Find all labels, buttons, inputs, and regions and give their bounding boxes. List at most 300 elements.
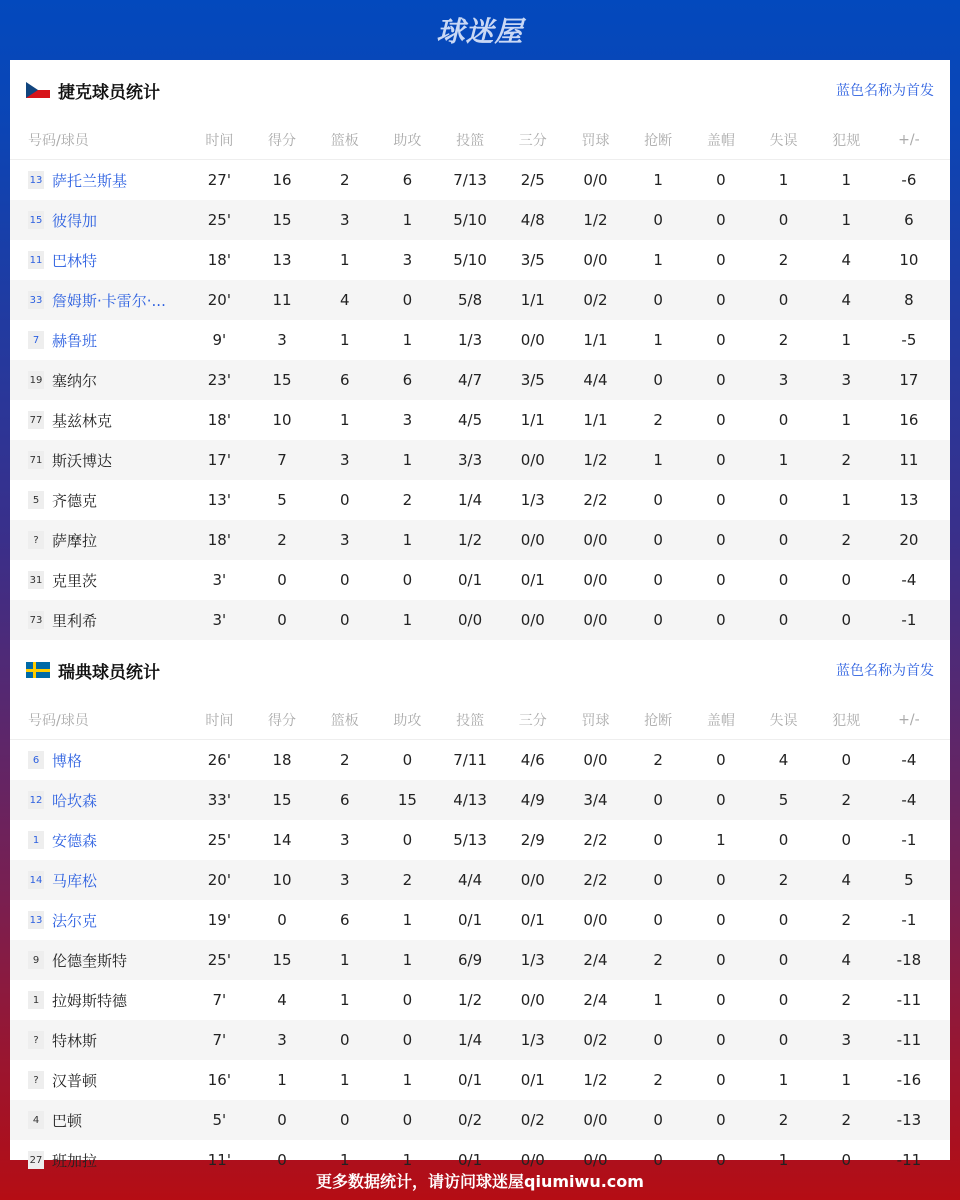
- stat-plus-minus: -6: [901, 171, 917, 189]
- stat-three: 4/8: [520, 211, 545, 229]
- table-row[interactable]: [10, 160, 950, 200]
- table-row[interactable]: [10, 1060, 950, 1100]
- stat-time: 27': [207, 171, 231, 189]
- stat-time: 25': [207, 951, 231, 969]
- col-header-turnovers: 失误: [769, 132, 798, 149]
- stat-three: 1/3: [520, 491, 545, 509]
- stat-turnovers: 2: [778, 251, 789, 269]
- stat-rebounds: 0: [339, 491, 350, 509]
- section-title-bar: [10, 640, 950, 700]
- stat-plus-minus: 6: [904, 211, 914, 229]
- stat-points: 11: [272, 291, 292, 309]
- col-header-blocks: 盖帽: [706, 712, 735, 729]
- stat-turnovers: 0: [778, 531, 789, 549]
- stat-rebounds: 3: [339, 531, 350, 549]
- stat-points: 3: [277, 1031, 287, 1049]
- stat-ft: 0/2: [583, 291, 608, 309]
- table-row[interactable]: [10, 240, 950, 280]
- stat-time: 20': [207, 871, 231, 889]
- stat-three: 0/0: [520, 871, 545, 889]
- stat-assists: 6: [402, 371, 413, 389]
- stat-rebounds: 1: [339, 1151, 350, 1169]
- stat-turnovers: 0: [778, 211, 789, 229]
- stat-plus-minus: 11: [899, 451, 919, 469]
- stat-three: 0/1: [520, 571, 545, 589]
- stat-steals: 0: [653, 611, 663, 629]
- stat-three: 3/5: [520, 251, 545, 269]
- stat-points: 15: [272, 951, 292, 969]
- stat-turnovers: 0: [778, 611, 789, 629]
- stat-ft: 3/4: [583, 791, 608, 809]
- stat-rebounds: 3: [339, 831, 350, 849]
- stat-ft: 0/0: [583, 751, 608, 769]
- footer-banner[interactable]: 更多数据统计，请访问球迷屋qiumiwu.com: [316, 1171, 644, 1191]
- col-header-ft: 罚球: [581, 712, 610, 729]
- stat-turnovers: 1: [778, 171, 789, 189]
- stat-three: 2/5: [520, 171, 545, 189]
- stat-time: 16': [207, 1071, 231, 1089]
- stat-turnovers: 1: [778, 1151, 789, 1169]
- stat-steals: 1: [653, 451, 663, 469]
- stat-steals: 1: [653, 991, 663, 1009]
- stat-fg: 4/13: [453, 791, 487, 809]
- stat-assists: 0: [402, 1031, 413, 1049]
- stat-ft: 1/2: [583, 1071, 608, 1089]
- stat-time: 13': [207, 491, 231, 509]
- stat-steals: 0: [653, 211, 663, 229]
- stat-steals: 2: [653, 1071, 663, 1089]
- stat-steals: 0: [653, 491, 663, 509]
- stat-assists: 1: [402, 331, 413, 349]
- stat-ft: 2/2: [583, 491, 608, 509]
- player-name[interactable]: 斯沃博达: [52, 451, 113, 470]
- stat-assists: 15: [397, 791, 417, 809]
- table-header: [10, 120, 950, 160]
- stat-fg: 4/4: [458, 871, 483, 889]
- stat-assists: 2: [402, 491, 413, 509]
- stat-three: 0/2: [520, 1111, 545, 1129]
- stat-rebounds: 3: [339, 211, 350, 229]
- stat-fouls: 0: [841, 571, 851, 589]
- stat-rebounds: 3: [339, 871, 350, 889]
- table-row[interactable]: [10, 1020, 950, 1060]
- stat-blocks: 0: [716, 951, 726, 969]
- table-row[interactable]: [10, 980, 950, 1020]
- stat-ft: 2/4: [583, 991, 608, 1009]
- section-title-bar: [10, 60, 950, 120]
- table-row[interactable]: [10, 600, 950, 640]
- stat-rebounds: 0: [339, 611, 350, 629]
- stat-blocks: 0: [716, 371, 726, 389]
- stat-turnovers: 0: [778, 291, 789, 309]
- jersey-number: 27: [28, 1151, 44, 1169]
- stat-ft: 0/0: [583, 531, 608, 549]
- stat-fouls: 1: [841, 1071, 851, 1089]
- table-row[interactable]: [10, 820, 950, 860]
- stat-points: 10: [272, 411, 292, 429]
- stat-fouls: 1: [841, 411, 851, 429]
- stat-fg: 3/3: [458, 451, 483, 469]
- stat-fouls: 4: [841, 871, 851, 889]
- jersey-number: 15: [28, 211, 44, 229]
- player-name[interactable]: 巴林特: [52, 251, 98, 270]
- stat-steals: 0: [653, 531, 663, 549]
- player-cell: [10, 170, 188, 191]
- col-header-time: 时间: [205, 132, 234, 149]
- table-row[interactable]: [10, 480, 950, 520]
- stat-turnovers: 2: [778, 1111, 789, 1129]
- stat-time: 26': [207, 751, 231, 769]
- stat-fouls: 2: [841, 791, 851, 809]
- player-name[interactable]: 伦德奎斯特: [52, 951, 128, 970]
- stat-points: 1: [277, 1071, 287, 1089]
- col-header-three: 三分: [518, 132, 547, 149]
- stat-turnovers: 2: [778, 331, 789, 349]
- stat-plus-minus: -4: [901, 571, 917, 589]
- player-name[interactable]: 萨摩拉: [52, 531, 98, 550]
- stat-fg: 5/8: [458, 291, 483, 309]
- stat-turnovers: 3: [778, 371, 789, 389]
- jersey-number: 13: [28, 171, 44, 189]
- player-name[interactable]: 博格: [52, 751, 83, 770]
- stat-rebounds: 6: [339, 911, 350, 929]
- stat-points: 15: [272, 791, 292, 809]
- stat-fouls: 2: [841, 451, 851, 469]
- stat-points: 0: [277, 611, 287, 629]
- table-row[interactable]: [10, 560, 950, 600]
- stat-fg: 1/4: [458, 491, 483, 509]
- stat-blocks: 0: [716, 251, 726, 269]
- stat-plus-minus: 13: [899, 491, 919, 509]
- jersey-number: ?: [28, 1071, 44, 1089]
- stat-ft: 0/0: [583, 1151, 608, 1169]
- stat-fg: 1/4: [458, 1031, 483, 1049]
- stat-assists: 6: [402, 171, 413, 189]
- stat-points: 3: [277, 331, 287, 349]
- stat-assists: 3: [402, 251, 413, 269]
- header-bar: [0, 0, 960, 60]
- player-name[interactable]: 特林斯: [52, 1031, 98, 1050]
- stat-turnovers: 0: [778, 831, 789, 849]
- col-header-points: 得分: [268, 132, 297, 149]
- player-cell: [10, 210, 188, 231]
- stat-rebounds: 1: [339, 991, 350, 1009]
- jersey-number: 4: [28, 1111, 44, 1129]
- stat-plus-minus: -1: [901, 911, 917, 929]
- stat-turnovers: 2: [778, 871, 789, 889]
- stat-plus-minus: -1: [901, 611, 917, 629]
- player-name[interactable]: 赫鲁班: [52, 331, 98, 350]
- stat-ft: 1/2: [583, 211, 608, 229]
- stat-blocks: 1: [716, 831, 726, 849]
- stat-plus-minus: -16: [896, 1071, 922, 1089]
- stat-points: 15: [272, 211, 292, 229]
- player-name[interactable]: 齐德克: [52, 491, 98, 510]
- jersey-number: 71: [28, 451, 44, 469]
- stat-blocks: 0: [716, 571, 726, 589]
- stat-turnovers: 0: [778, 991, 789, 1009]
- player-cell: [10, 570, 188, 591]
- stat-blocks: 0: [716, 791, 726, 809]
- stat-three: 4/6: [520, 751, 545, 769]
- stat-rebounds: 1: [339, 251, 350, 269]
- player-cell: [10, 330, 188, 351]
- stat-ft: 0/0: [583, 251, 608, 269]
- stat-ft: 1/2: [583, 451, 608, 469]
- stat-three: 0/1: [520, 1071, 545, 1089]
- stat-time: 9': [212, 331, 227, 349]
- table-row[interactable]: [10, 360, 950, 400]
- table-row[interactable]: [10, 400, 950, 440]
- stat-time: 7': [212, 991, 227, 1009]
- player-cell: [10, 250, 188, 271]
- player-cell: [10, 950, 188, 971]
- jersey-number: 77: [28, 411, 44, 429]
- table-row[interactable]: [10, 320, 950, 360]
- col-header-steals: 抢断: [644, 132, 673, 149]
- stat-fouls: 1: [841, 491, 851, 509]
- stat-blocks: 0: [716, 1151, 726, 1169]
- stat-assists: 1: [402, 611, 413, 629]
- stat-blocks: 0: [716, 751, 726, 769]
- stat-time: 19': [207, 911, 231, 929]
- table-row[interactable]: [10, 440, 950, 480]
- stat-points: 0: [277, 911, 287, 929]
- stat-fouls: 3: [841, 1031, 851, 1049]
- stat-points: 4: [277, 991, 287, 1009]
- stat-steals: 0: [653, 371, 663, 389]
- player-cell: [10, 790, 188, 811]
- stat-plus-minus: -11: [896, 991, 922, 1009]
- stat-points: 18: [272, 751, 292, 769]
- table-header: [10, 700, 950, 740]
- team-section: [10, 640, 950, 1180]
- col-header-rebounds: 篮板: [330, 132, 359, 149]
- stat-fouls: 2: [841, 991, 851, 1009]
- col-header-plus-minus: +/-: [898, 131, 920, 148]
- col-header-fouls: 犯规: [832, 132, 861, 149]
- stat-ft: 0/0: [583, 611, 608, 629]
- stat-turnovers: 0: [778, 571, 789, 589]
- stat-assists: 0: [402, 1111, 413, 1129]
- stat-assists: 0: [402, 571, 413, 589]
- site-logo: 球迷屋: [436, 15, 524, 48]
- stat-points: 7: [277, 451, 287, 469]
- stat-turnovers: 0: [778, 951, 789, 969]
- stat-three: 1/3: [520, 1031, 545, 1049]
- team-title: 瑞典球员统计: [58, 662, 160, 683]
- stat-fouls: 2: [841, 911, 851, 929]
- stat-ft: 0/0: [583, 911, 608, 929]
- player-cell: [10, 290, 188, 311]
- col-header-ft: 罚球: [581, 132, 610, 149]
- player-name[interactable]: 班加拉: [52, 1151, 98, 1170]
- player-cell: [10, 910, 188, 931]
- table-row[interactable]: [10, 940, 950, 980]
- stat-turnovers: 4: [778, 751, 789, 769]
- stat-steals: 1: [653, 251, 663, 269]
- stat-rebounds: 1: [339, 1071, 350, 1089]
- stat-rebounds: 0: [339, 571, 350, 589]
- stats-panel: [10, 60, 950, 1170]
- stat-time: 25': [207, 831, 231, 849]
- jersey-number: 31: [28, 571, 44, 589]
- stat-points: 13: [272, 251, 292, 269]
- stat-plus-minus: 10: [899, 251, 919, 269]
- player-name[interactable]: 汉普顿: [52, 1071, 98, 1090]
- player-cell: [10, 750, 188, 771]
- stat-rebounds: 6: [339, 371, 350, 389]
- stat-points: 0: [277, 571, 287, 589]
- table-row[interactable]: [10, 900, 950, 940]
- table-row[interactable]: [10, 200, 950, 240]
- player-name[interactable]: 萨托兰斯基: [52, 171, 128, 190]
- stat-fg: 0/1: [458, 911, 483, 929]
- stat-plus-minus: -1: [901, 831, 917, 849]
- stat-three: 1/1: [520, 411, 545, 429]
- stat-steals: 0: [653, 831, 663, 849]
- stat-steals: 0: [653, 571, 663, 589]
- stat-turnovers: 1: [778, 451, 789, 469]
- jersey-number: 1: [28, 831, 44, 849]
- stat-time: 7': [212, 1031, 227, 1049]
- player-cell: [10, 870, 188, 891]
- stat-rebounds: 3: [339, 451, 350, 469]
- stat-three: 0/0: [520, 451, 545, 469]
- stat-ft: 2/2: [583, 831, 608, 849]
- stat-assists: 1: [402, 211, 413, 229]
- stat-plus-minus: 20: [899, 531, 919, 549]
- stat-three: 0/0: [520, 991, 545, 1009]
- stat-steals: 0: [653, 791, 663, 809]
- stat-turnovers: 0: [778, 1031, 789, 1049]
- table-row[interactable]: [10, 860, 950, 900]
- stat-blocks: 0: [716, 171, 726, 189]
- stat-steals: 0: [653, 871, 663, 889]
- stat-time: 11': [207, 1151, 231, 1169]
- stat-ft: 0/0: [583, 171, 608, 189]
- stat-blocks: 0: [716, 531, 726, 549]
- stat-blocks: 0: [716, 1031, 726, 1049]
- jersey-number: 9: [28, 951, 44, 969]
- player-name[interactable]: 法尔克: [52, 911, 98, 930]
- stat-assists: 0: [402, 751, 413, 769]
- stat-plus-minus: -4: [901, 791, 917, 809]
- stat-fouls: 1: [841, 331, 851, 349]
- stat-time: 18': [207, 411, 231, 429]
- stat-fouls: 2: [841, 1111, 851, 1129]
- stat-turnovers: 1: [778, 1071, 789, 1089]
- jersey-number: 7: [28, 331, 44, 349]
- stat-blocks: 0: [716, 451, 726, 469]
- table-row[interactable]: [10, 520, 950, 560]
- player-name[interactable]: 詹姆斯·卡雷尔·...: [52, 291, 166, 310]
- stat-steals: 1: [653, 331, 663, 349]
- stat-plus-minus: 5: [904, 871, 914, 889]
- stat-fg: 0/2: [458, 1111, 483, 1129]
- stat-time: 25': [207, 211, 231, 229]
- stat-time: 17': [207, 451, 231, 469]
- stat-fg: 5/13: [453, 831, 487, 849]
- stat-blocks: 0: [716, 611, 726, 629]
- stat-rebounds: 2: [339, 751, 350, 769]
- czech-flag-icon: [26, 82, 50, 98]
- stat-turnovers: 5: [778, 791, 789, 809]
- stat-assists: 1: [402, 531, 413, 549]
- stat-fouls: 1: [841, 171, 851, 189]
- player-cell: [10, 1070, 188, 1091]
- stat-points: 2: [277, 531, 287, 549]
- col-header-three: 三分: [518, 712, 547, 729]
- stat-blocks: 0: [716, 411, 726, 429]
- table-row[interactable]: [10, 1100, 950, 1140]
- stat-steals: 0: [653, 291, 663, 309]
- stat-turnovers: 0: [778, 911, 789, 929]
- stat-fouls: 4: [841, 251, 851, 269]
- jersey-number: 6: [28, 751, 44, 769]
- stat-three: 0/1: [520, 911, 545, 929]
- stat-assists: 0: [402, 291, 413, 309]
- player-name[interactable]: 马库松: [52, 871, 98, 890]
- player-name[interactable]: 塞纳尔: [52, 371, 98, 390]
- col-header-plus-minus: +/-: [898, 711, 920, 728]
- stat-fouls: 4: [841, 291, 851, 309]
- player-name[interactable]: 巴顿: [52, 1111, 83, 1130]
- table-row[interactable]: [10, 280, 950, 320]
- stat-fouls: 0: [841, 1151, 851, 1169]
- player-name[interactable]: 克里茨: [52, 571, 98, 590]
- stat-plus-minus: 17: [899, 371, 919, 389]
- stat-assists: 1: [402, 1151, 413, 1169]
- stat-plus-minus: 8: [904, 291, 914, 309]
- player-name[interactable]: 拉姆斯特德: [52, 991, 128, 1010]
- stat-fouls: 4: [841, 951, 851, 969]
- stat-fg: 0/1: [458, 571, 483, 589]
- stat-steals: 1: [653, 171, 663, 189]
- stat-ft: 1/1: [583, 411, 608, 429]
- col-header-blocks: 盖帽: [706, 132, 735, 149]
- player-name[interactable]: 哈坎森: [52, 791, 98, 810]
- player-name[interactable]: 彼得加: [52, 211, 98, 230]
- stat-fouls: 0: [841, 831, 851, 849]
- stat-fg: 7/13: [453, 171, 487, 189]
- stat-blocks: 0: [716, 991, 726, 1009]
- jersey-number: 73: [28, 611, 44, 629]
- stat-plus-minus: -4: [901, 751, 917, 769]
- player-name[interactable]: 里利希: [52, 611, 98, 630]
- stat-ft: 0/0: [583, 1111, 608, 1129]
- stat-ft: 0/0: [583, 571, 608, 589]
- stat-points: 0: [277, 1111, 287, 1129]
- player-name[interactable]: 基兹林克: [52, 411, 113, 430]
- stat-three: 0/0: [520, 331, 545, 349]
- stat-three: 2/9: [520, 831, 545, 849]
- stat-assists: 2: [402, 871, 413, 889]
- stat-rebounds: 0: [339, 1111, 350, 1129]
- table-row[interactable]: [10, 740, 950, 780]
- jersey-number: 1: [28, 991, 44, 1009]
- stat-three: 0/0: [520, 531, 545, 549]
- stat-fg: 4/5: [458, 411, 483, 429]
- player-name[interactable]: 安德森: [52, 831, 98, 850]
- jersey-number: 14: [28, 871, 44, 889]
- col-header-player: 号码/球员: [28, 712, 89, 729]
- stat-three: 0/0: [520, 611, 545, 629]
- table-row[interactable]: [10, 780, 950, 820]
- stat-plus-minus: -5: [901, 331, 917, 349]
- player-cell: [10, 1030, 188, 1051]
- jersey-number: 5: [28, 491, 44, 509]
